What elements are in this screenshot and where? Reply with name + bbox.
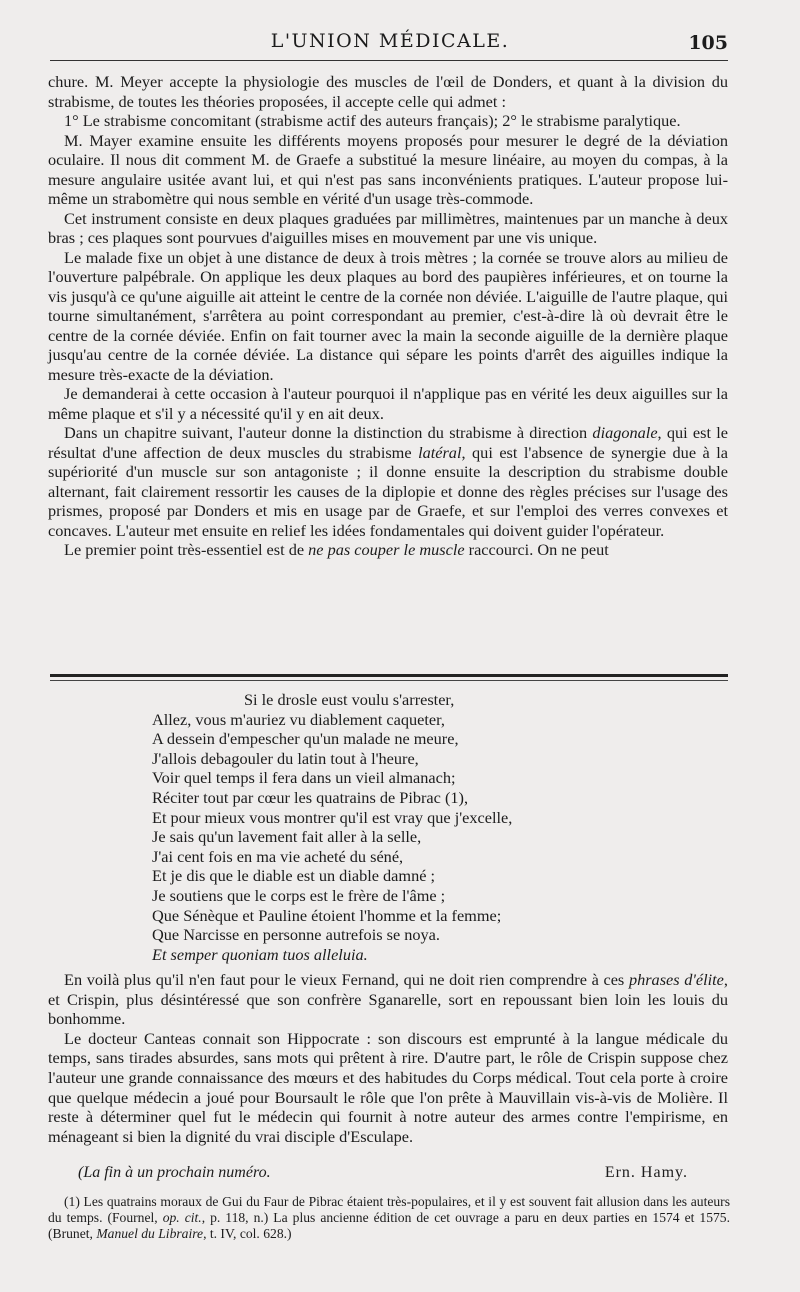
verse-line: Que Sénèque et Pauline étoient l'homme et la femme; [152, 905, 502, 925]
page-number: 105 [688, 32, 728, 54]
text-run: , p. 118, n.) La plus ancienne édition de cet ouvrage a paru en deux parties en 1574 et 1575. (Brunet, [48, 1210, 730, 1242]
verse-line: Et je dis que le diable est un diable damné ; [152, 866, 436, 886]
author-signature: Ern. Hamy. [604, 1164, 688, 1181]
running-head [50, 28, 730, 58]
text-run: , qui est l'absence de synergie due à la supériorité d'un muscle sur son antagoniste ; il donne ensuite la description du strabisme double alternant, fait clairement ressortir les causes de la diplopie et donne des règles précises sur l'usage des prismes, proposé par Donders et mis en usage par de Graefe, et sur l'emploi des verres convexes et concaves. L'auteur met ensuite en relief les idées fondamentales qui doivent guider l'opérateur. [48, 442, 728, 540]
header-rule [50, 60, 728, 61]
verse-line: Allez, vous m'auriez vu diablement caqueter, [152, 709, 445, 729]
footnote-text [48, 1194, 730, 1243]
verse-line: J'ai cent fois en ma vie acheté du séné, [152, 846, 404, 866]
text-run: Je demanderai à cette occasion à l'auteur pourquoi il n'applique pas en vérité les deux aiguilles sur la même plaque et s'il y a nécessité qu'il y en ait deux. [48, 384, 728, 423]
paragraph [48, 970, 728, 1029]
verse-quotation [152, 690, 712, 964]
paragraph [48, 1029, 728, 1147]
italic-text: ne pas couper le muscle [308, 540, 465, 559]
verse-line: Et semper quoniam tuos alleluia. [152, 944, 368, 964]
verse-line: Voir quel temps il fera dans un vieil almanach; [152, 768, 456, 788]
italic-text: latéral [418, 442, 462, 462]
paragraph [48, 111, 728, 131]
verse-line: Je sais qu'un lavement fait aller à la selle, [152, 827, 422, 847]
signature-row [48, 1164, 728, 1186]
verse-line: Si le drosle eust voulu s'arrester, [244, 690, 455, 709]
italic-text: Manuel du Libraire [96, 1226, 204, 1242]
text-run: Le premier point très-essentiel est de [64, 540, 309, 559]
section-divider [50, 674, 728, 681]
paragraph [48, 423, 728, 540]
verse-line: Je soutiens que le corps est le frère de l'âme ; [152, 885, 446, 905]
text-run: Le malade fixe un objet à une distance de deux à trois mètres ; la cornée se trouve alors au milieu de l'ouverture palpébrale. On applique les deux plaques au bord des paupières inférieures, et on tourne la vis jusqu'à ce qu'une aiguille ait atteint le centre de la cornée non déviée. L'aiguille de l'autre plaque, qui tourne simultanément, s'arrêtera au point correspondant au premier, c'est-à-dire là où devrait être le centre de la cornée déviée. Enfin on fait tourner avec la main la seconde aiguille de la dernière plaque jusqu'au centre de la cornée déviée. La distance qui sépare les points d'arrêt des aiguilles indique la mesure très-exacte de la déviation. [48, 247, 728, 384]
continuation-note: (La fin à un prochain numéro. [78, 1164, 271, 1181]
verse-line: Réciter tout par cœur les quatrains de Pibrac (1), [152, 787, 469, 807]
italic-text: diagonale [592, 423, 658, 442]
italic-text: op. cit. [162, 1210, 202, 1226]
verse-line: J'allois debagouler du latin tout à l'heure, [152, 748, 419, 768]
text-run: , et Crispin, plus désintéressé que son confrère Sganarelle, sort en repoussant bien loin les louis du bonhomme. [48, 970, 728, 1029]
text-run: 1° Le strabisme concomitant (strabisme actif des auteurs français); 2° le strabisme paralytique. [64, 111, 681, 130]
text-run: En voilà plus qu'il n'en faut pour le vieux Fernand, qui ne doit rien comprendre à ces [64, 970, 629, 989]
paragraph [48, 131, 728, 209]
text-run: raccourci. On ne peut [464, 540, 609, 559]
text-run: chure. M. Meyer accepte la physiologie des muscles de l'œil de Donders, et quant à la division du strabisme, de toutes les théories proposées, il accepte celle qui admet : [48, 72, 728, 111]
journal-title: L'UNION MÉDICALE. [270, 30, 510, 52]
text-run: , qui est le résultat d'une affection de deux muscles du strabisme [48, 423, 728, 462]
verse-line: Que Narcisse en personne autrefois se noya. [152, 925, 440, 945]
text-run: (1) Les quatrains moraux de Gui du Faur de Pibrac étaient très-populaires, et il y est souvent fait allusion dans les auteurs du temps. (Fournel, [48, 1194, 730, 1226]
text-run: Dans un chapitre suivant, l'auteur donne la distinction du strabisme à direction [64, 423, 593, 442]
article-body-continued [48, 970, 728, 1146]
text-run: Cet instrument consiste en deux plaques graduées par millimètres, maintenues par un manche à deux bras ; ces plaques sont pourvues d'aiguilles mises en mouvement par une vis unique. [48, 208, 728, 247]
footnote [48, 1194, 730, 1243]
text-run: M. Mayer examine ensuite les différents moyens proposés pour mesurer le degré de la déviation oculaire. Il nous dit comment M. de Graefe a substitué la mesure linéaire, au moyen du compas, à la mesure angulaire usitée avant lui, et qui n'est pas sans inconvénients pratiques. L'auteur propose lui-même un strabomètre qui nous semble en vérité d'un usage très-commode. [48, 130, 728, 208]
text-run: , t. IV, col. 628.) [203, 1226, 292, 1242]
verse-line: A dessein d'empescher qu'un malade ne meure, [152, 729, 459, 749]
paragraph [48, 209, 728, 248]
paragraph [48, 72, 728, 111]
paragraph [48, 540, 728, 560]
italic-text: phrases d'élite [628, 970, 724, 989]
paragraph [48, 248, 728, 385]
paragraph [48, 384, 728, 423]
verse-line: Et pour mieux vous montrer qu'il est vray que j'excelle, [152, 807, 513, 827]
text-run: Le docteur Canteas connait son Hippocrate : son discours est emprunté à la langue médicale du temps, sans tirades absurdes, sans mots qui prêtent à rire. D'autre part, le rôle de Crispin suppose chez l'auteur une grande connaissance des mœurs et des habitudes du Corps médical. Tout cela porte à croire que quelque médecin a joué pour Boursault le rôle que l'on prête à Mauvillain vis-à-vis de Molière. Il reste à déterminer quel fut le médecin qui fournit à notre auteur des armes contre l'empirisme, en ménageant si bien la dignité du vrai disciple d'Esculape. [48, 1028, 728, 1146]
article-body [48, 72, 728, 560]
